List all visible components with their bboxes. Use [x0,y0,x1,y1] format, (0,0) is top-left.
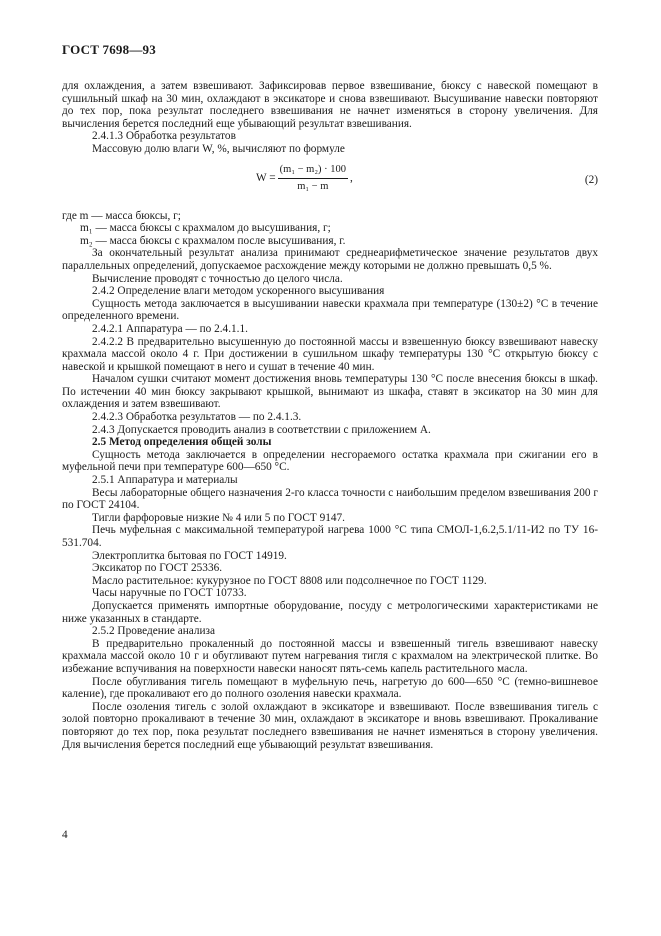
paragraph: Тигли фарфоровые низкие № 4 или 5 по ГОСТ 9147. [92,511,346,524]
formula-block [62,158,598,206]
paragraph: Масло растительное: кукурузное по ГОСТ 8808 или подсолнечное по ГОСТ 1129. [92,574,487,587]
paragraph: После озоления тигель с золой охлаждают в эксикаторе и взвешивают. После взвешивания тигель с золой повторно прокаливают в течение 30 мин, охлаждают в эксикаторе и вновь взвешивают. Прокаливание повторяют до тех пор, пока результат последнего взвешивания не начнет изменяться в сторону увеличения. Для вычисления берется последний еще убывающий результат взвешивания. [62,700,598,751]
paragraph: Электроплитка бытовая по ГОСТ 14919. [92,549,287,562]
definition-item: m₂ — масса бюксы с крахмалом после высушивания, г. [80,234,346,247]
document-header: ГОСТ 7698—93 [62,42,156,57]
paragraph: 2.4.3 Допускается проводить анализ в соответствии с приложением А. [92,423,431,436]
definition-item: m₁ — масса бюксы с крахмалом до высушивания, г; [80,222,331,235]
page-number: 4 [62,829,68,841]
paragraph: В предварительно прокаленный до постоянной массы и взвешенный тигель взвешивают навеску крахмала массой около 10 г и обугливают путем нагревания тигля с крахмалом на электрической плитке. Во избежание вспучивания на поверхности навески наносят пять-семь капель растительного масла. [62,637,598,675]
formula [256,164,353,194]
formula-denominator: m₁ − m [297,181,329,193]
paragraph: для охлаждения, а затем взвешивают. Зафиксировав первое взвешивание, бюксу с навеской помещают в сушильный шкаф на 30 мин, охлаждают в эксикаторе и снова взвешивают. Высушивание навески повторяют до тех пор, пока результат последнего взвешивания не начнет изменяться в сторону увеличения. Для вычисления берется последний еще убывающий результат взвешивания. [62,80,598,130]
paragraph: Сущность метода заключается в определении несгораемого остатка крахмала при сжигании его в муфельной печи при температуре 600—650 °С. [62,448,598,474]
paragraph: 2.4.2.1 Аппаратура — по 2.4.1.1. [92,322,248,335]
formula-fraction [278,164,348,194]
section-heading: 2.4.2 Определение влаги методом ускоренного высушивания [92,285,385,298]
section-heading: 2.4.1.3 Обработка результатов [92,130,236,143]
formula-numerator: (m₁ − m₂) · 100 [278,164,348,180]
section-heading: 2.5 Метод определения общей золы [92,436,272,449]
paragraph: Вычисление проводят с точностью до целого числа. [92,272,343,285]
paragraph: Печь муфельная с максимальной температурой нагрева 1000 °С типа СМОЛ-1,6.2,5.1/11-И2 по ТУ 16-531.704. [62,524,598,549]
formula-tail: , [349,172,353,185]
paragraph: Массовую долю влаги W, %, вычисляют по формуле [92,142,345,155]
paragraph: Сущность метода заключается в высушивании навески крахмала при температуре (130±2) °С в течение определенного времени. [62,297,598,323]
paragraph: После обугливания тигель помещают в муфельную печь, нагретую до 600—650 °С (темно-вишневое каление), где прокаливают его до полного озоления навески крахмала. [62,675,598,701]
paragraph: Началом сушки считают момент достижения вновь температуры 130 °С после внесения бюксы в шкаф. По истечении 40 мин бюксу закрывают крышкой, вынимают из шкафа, ставят в эксикатор на 30 мин для охлаждения и затем взвешивают. [62,373,598,411]
equation-number: (2) [584,173,598,186]
section-heading: 2.5.2 Проведение анализа [92,625,216,638]
paragraph: Допускается применять импортные оборудование, посуду с метрологическими характеристиками не ниже указанных в стандарте. [62,599,598,625]
formula-lhs: W = [256,172,276,185]
paragraph: За окончательный результат анализа принимают среднеарифметическое значение результатов двух параллельных определений, допускаемое расхождение между которыми не должно превышать 0,5 %. [62,247,598,272]
section-heading: 2.5.1 Аппаратура и материалы [92,474,238,487]
paragraph: Эксикатор по ГОСТ 25336. [92,562,223,575]
page-content [62,80,598,751]
paragraph: 2.4.2.3 Обработка результатов — по 2.4.1.3. [92,411,302,424]
paragraph: Весы лабораторные общего назначения 2-го класса точности с наибольшим пределом взвешивания 200 г по ГОСТ 24104. [62,486,598,512]
definition-item: где m — масса бюксы, г; [62,209,181,222]
variable-definitions [62,210,598,248]
paragraph: Часы наручные по ГОСТ 10733. [92,587,247,600]
paragraph: 2.4.2.2 В предварительно высушенную до постоянной массы и взвешенную бюксу взвешивают навеску крахмала массой около 4 г. При достижении в сушильном шкафу температуры 130 °С открытую бюксу с навеской и крышкой помещают в него и сушат в течение 40 мин. [62,335,598,373]
